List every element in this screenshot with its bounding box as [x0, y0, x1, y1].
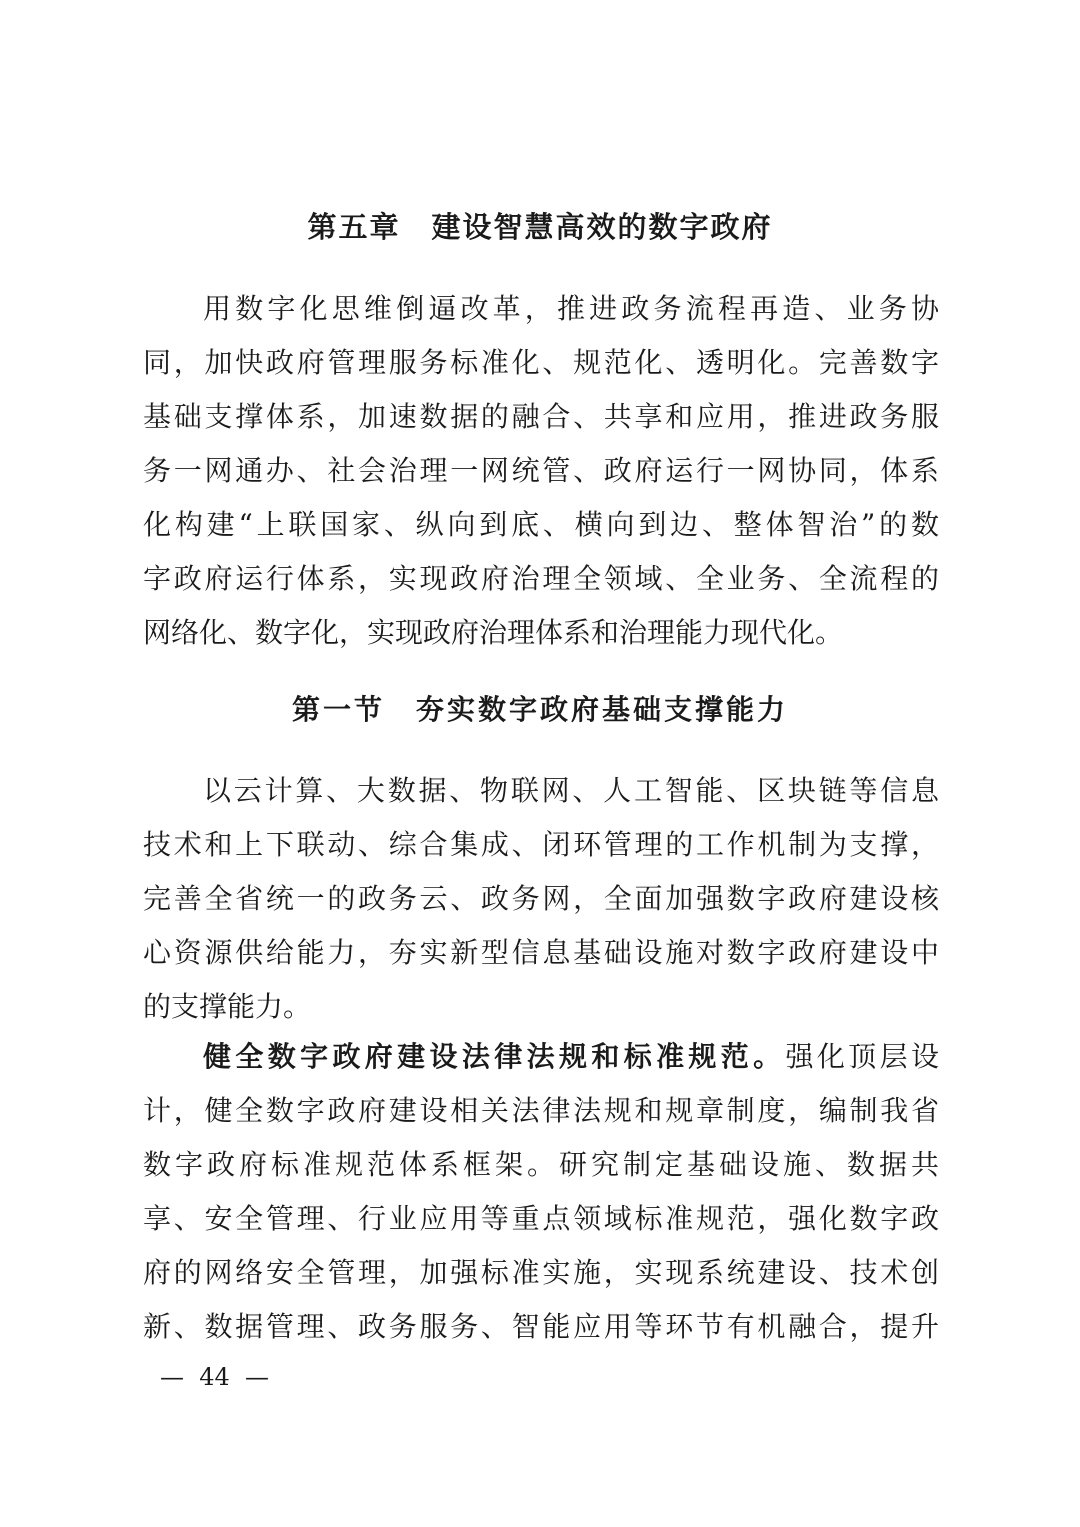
item-first-rest: 强化顶层设 [785, 1040, 939, 1073]
chapter-title: 第五章 建设智慧高效的数字政府 [307, 210, 773, 244]
item-line: 计，健全数字政府建设相关法律法规和规章制度，编制我省 [143, 1094, 939, 1127]
item-line: 新、数据管理、政务服务、智能应用等环节有机融合，提升 [143, 1310, 939, 1343]
section-intro-line: 技术和上下联动、综合集成、闭环管理的工作机制为支撑， [143, 828, 939, 861]
intro-line: 字政府运行体系，实现政府治理全领域、全业务、全流程的 [143, 562, 939, 595]
section-intro-line: 的支撑能力。 [143, 990, 312, 1023]
section-intro-line: 心资源供给能力，夯实新型信息基础设施对数字政府建设中 [143, 936, 939, 969]
intro-line: 网络化、数字化，实现政府治理体系和治理能力现代化。 [143, 616, 844, 649]
item-paragraph [143, 1030, 939, 1354]
intro-line: 务一网通办、社会治理一网统管、政府运行一网协同，体系 [143, 454, 939, 487]
intro-paragraph [143, 282, 939, 660]
item-line: 数字政府标准规范体系框架。研究制定基础设施、数据共 [143, 1148, 939, 1181]
item-first-line [143, 1030, 939, 1084]
item-line: 府的网络安全管理，加强标准实施，实现系统建设、技术创 [143, 1256, 939, 1289]
section-title: 第一节 夯实数字政府基础支撑能力 [291, 693, 788, 726]
intro-line: 化构建“上联国家、纵向到底、横向到边、整体智治”的数 [143, 508, 939, 541]
section-intro-line: 以云计算、大数据、物联网、人工智能、区块链等信息 [203, 774, 939, 807]
item-lead: 健全数字政府建设法律法规和标准规范。 [203, 1040, 786, 1073]
section-intro-line: 完善全省统一的政务云、政务网，全面加强数字政府建设核 [143, 882, 939, 915]
intro-line: 基础支撑体系，加速数据的融合、共享和应用，推进政务服 [143, 400, 939, 433]
page-number: — 44 — [160, 1363, 270, 1391]
item-line: 享、安全管理、行业应用等重点领域标准规范，强化数字政 [143, 1202, 939, 1235]
section-intro-paragraph [143, 764, 939, 1034]
intro-line: 用数字化思维倒逼改革，推进政务流程再造、业务协 [203, 292, 939, 325]
intro-line: 同，加快政府管理服务标准化、规范化、透明化。完善数字 [143, 346, 939, 379]
